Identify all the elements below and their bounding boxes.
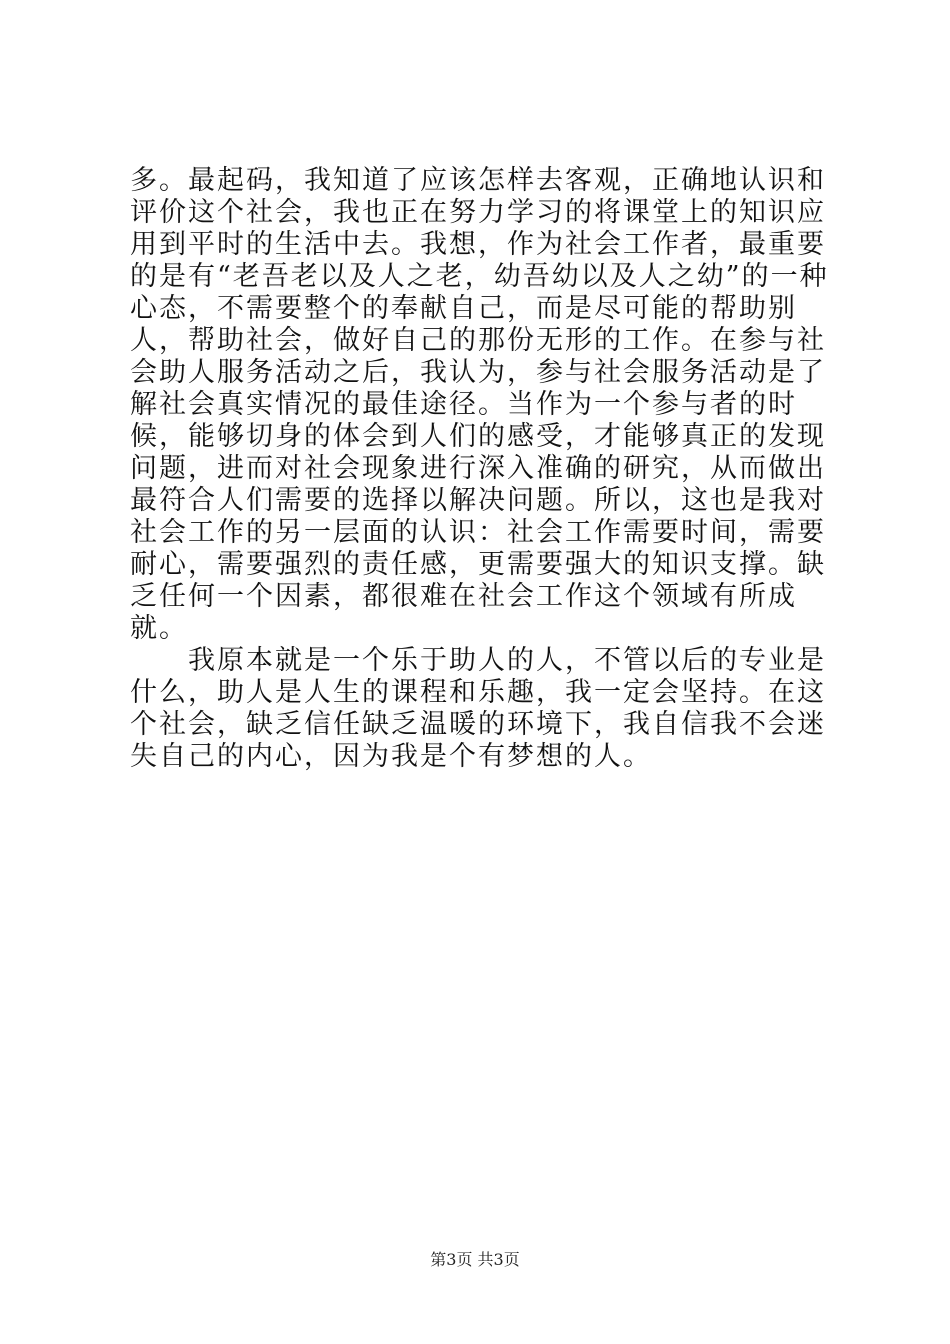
document-body xyxy=(130,165,830,773)
page-number: 第3页 共3页 xyxy=(430,1250,520,1269)
paragraph-2: 我原本就是一个乐于助人的人，不管以后的专业是什么，助人是人生的课程和乐趣，我一定会坚持。在这个社会，缺乏信任缺乏温暖的环境下，我自信我不会迷失自己的内心，因为我是个有梦想的人。 xyxy=(130,645,826,772)
page-footer xyxy=(0,1247,950,1270)
paragraph-1: 多。最起码，我知道了应该怎样去客观，正确地认识和评价这个社会，我也正在努力学习的将课堂上的知识应用到平时的生活中去。我想，作为社会工作者，最重要的是有“老吾老以及人之老，幼吾幼以及人之幼”的一种心态，不需要整个的奉献自己，而是尽可能的帮助别人，帮助社会，做好自己的那份无形的工作。在参与社会助人服务活动之后，我认为，参与社会服务活动是了解社会真实情况的最佳途径。当作为一个参与者的时候，能够切身的体会到人们的感受，才能够真正的发现问题，进而对社会现象进行深入准确的研究，从而做出最符合人们需要的选择以解决问题。所以，这也是我对社会工作的另一层面的认识：社会工作需要时间，需要耐心，需要强烈的责任感，更需要强大的知识支撑。缺乏任何一个因素，都很难在社会工作这个领域有所成就。 xyxy=(130,165,829,644)
